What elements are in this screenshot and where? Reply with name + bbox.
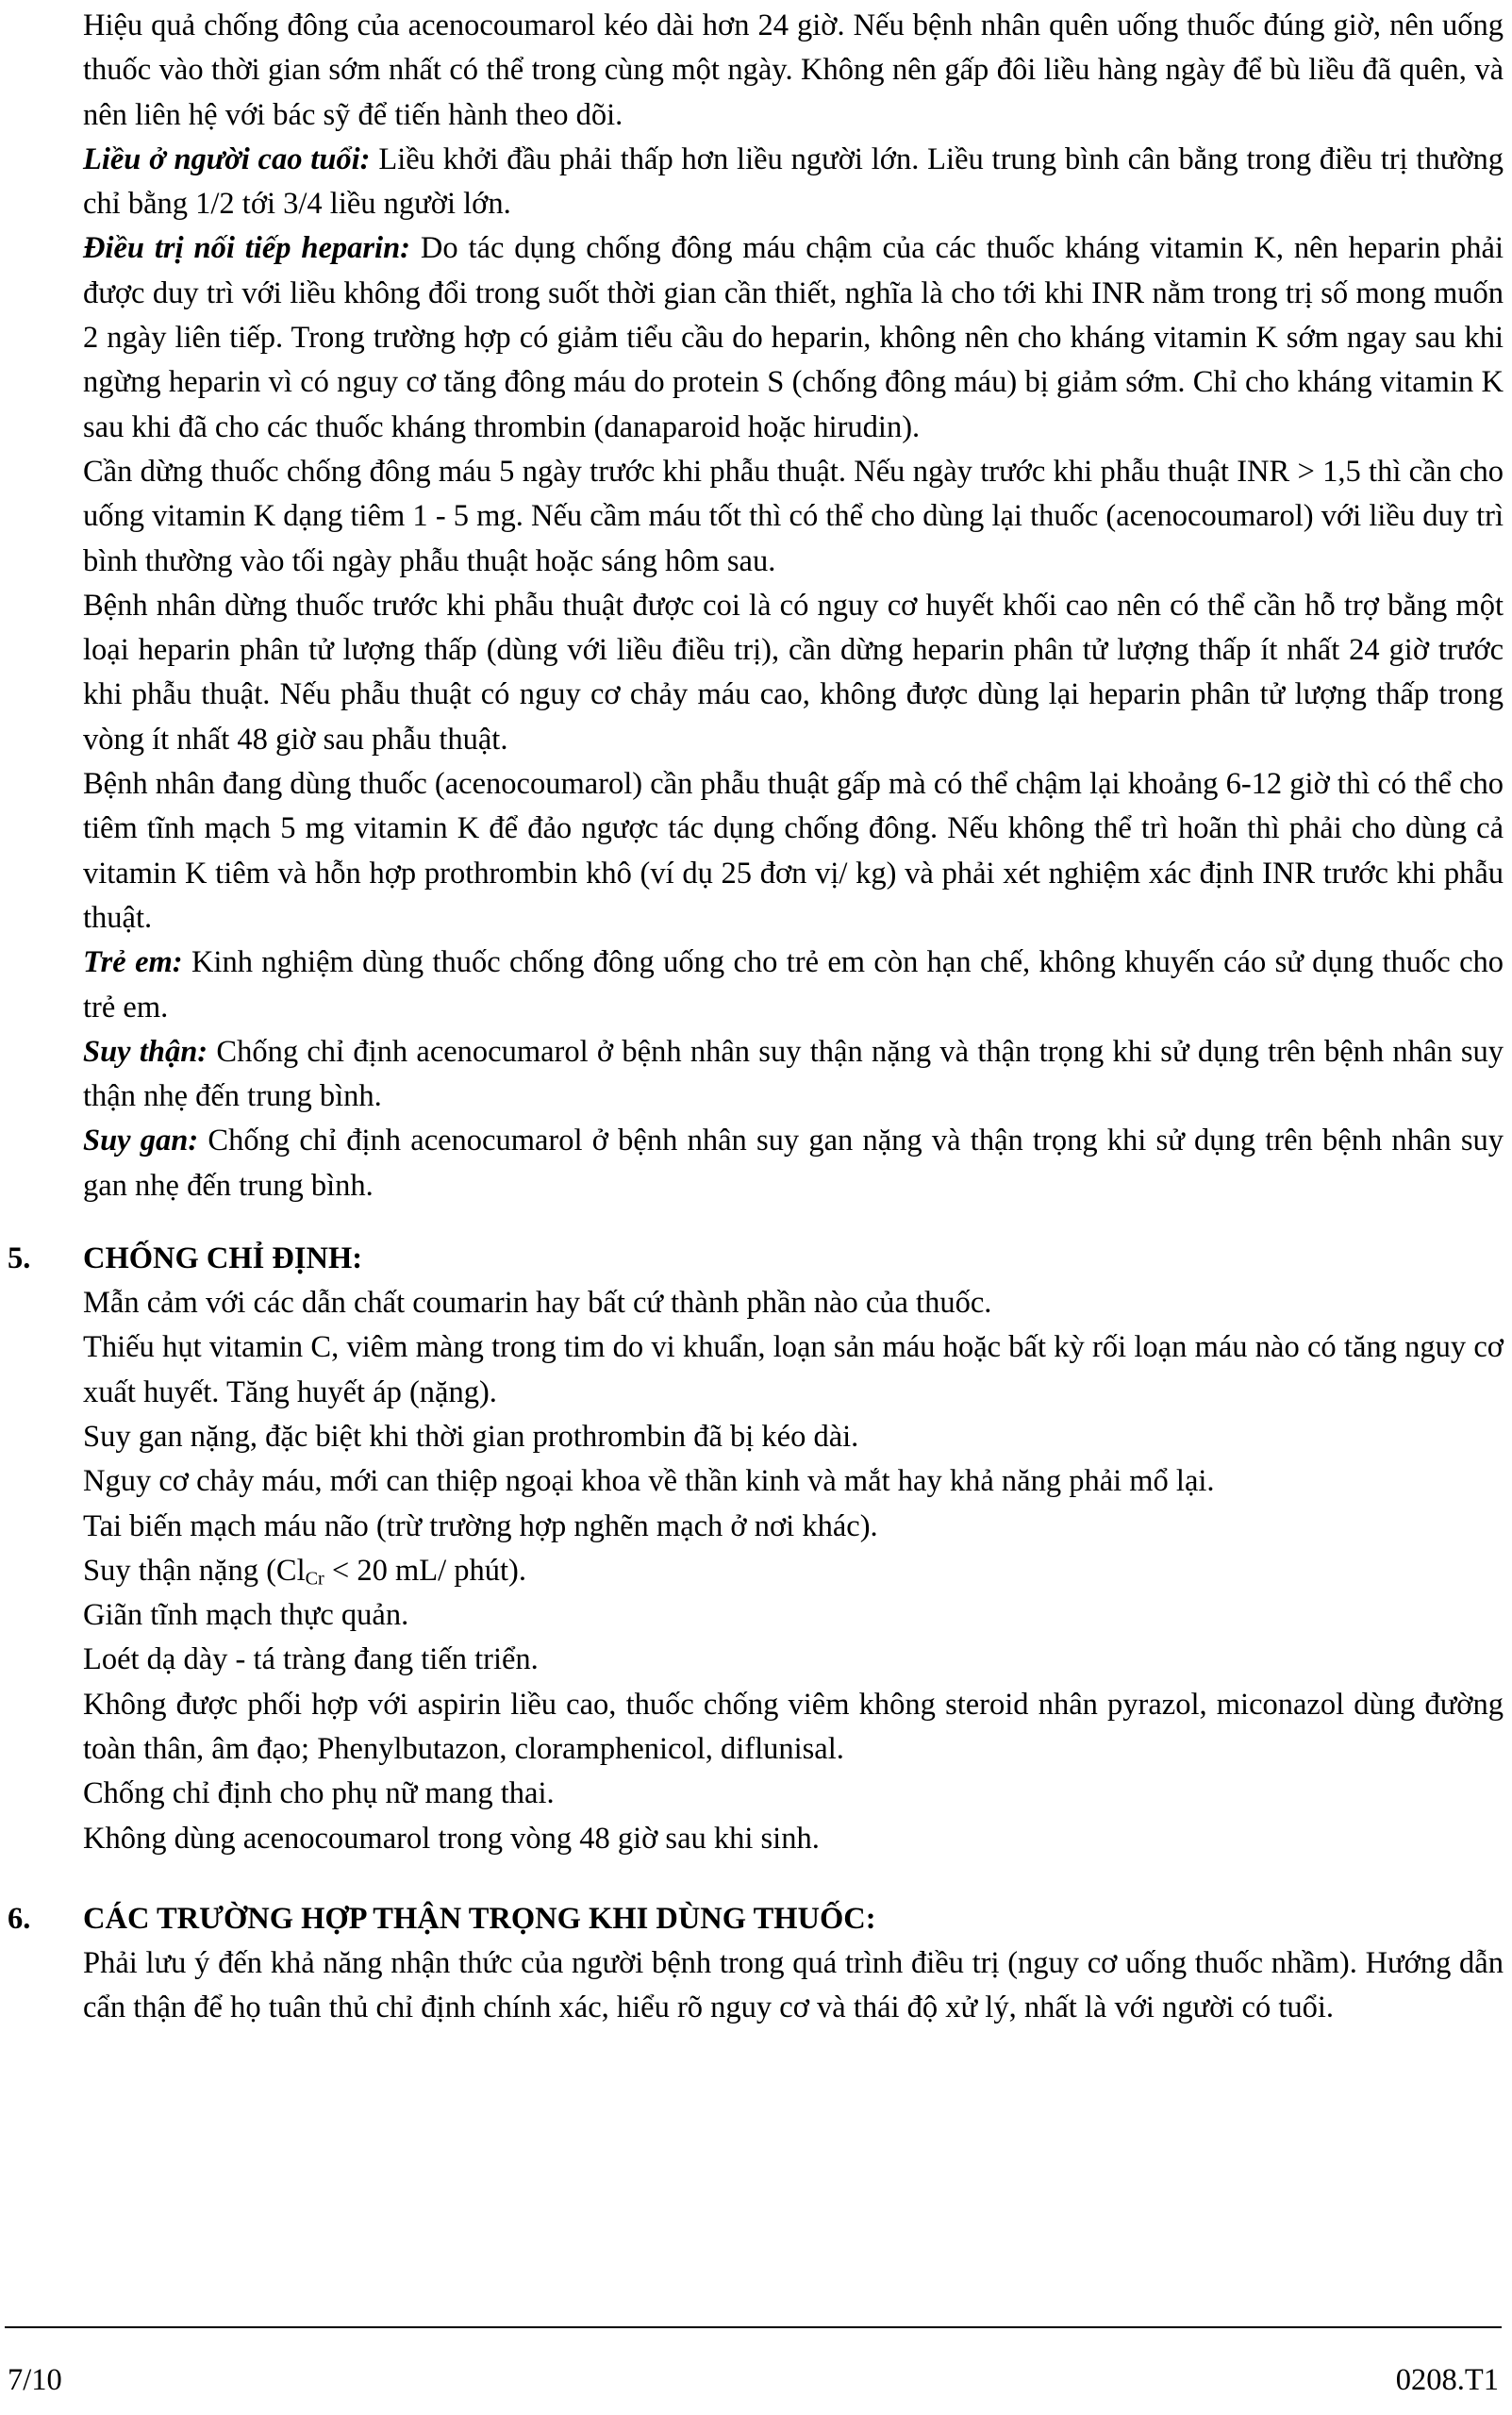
paragraph-urgent-surgery [83,762,1504,941]
paragraph-text: Cần dừng thuốc chống đông máu 5 ngày trước khi phẫu thuật. Nếu ngày trước khi phẫu thuật INR > 1,5 thì cần cho uống vitamin K dạng tiêm 1 - 5 mg. Nếu cầm máu tốt thì có thể cho dùng lại thuốc (acenocoumarol) với liều duy trì bình thường vào tối ngày phẫu thuật hoặc sáng hôm sau. [83,454,1504,578]
contraindication-item: Không dùng acenocoumarol trong vòng 48 giờ sau khi sinh. [83,1821,820,1856]
paragraph-renal-impairment [83,1030,1504,1120]
contraindication-item: Tai biến mạch máu não (trừ trường hợp nghẽn mạch ở nơi khác). [83,1508,878,1543]
section-title: CHỐNG CHỈ ĐỊNH: [83,1241,363,1276]
paragraph-lead-heparin: Điều trị nối tiếp heparin: [83,231,410,266]
section-title: CÁC TRƯỜNG HỢP THẬN TRỌNG KHI DÙNG THUỐC: [83,1901,876,1936]
paragraph-lead-children: Trẻ em: [83,945,183,980]
paragraph-lmwh-bridging [83,584,1504,762]
paragraph-text: Chống chỉ định acenocumarol ở bệnh nhân suy thận nặng và thận trọng khi sử dụng trên bệnh nhân suy thận nhẹ đến trung bình. [83,1034,1504,1114]
paragraph-children [83,941,1504,1030]
section-number: 5. [8,1241,31,1276]
contraindication-item: Giãn tĩnh mạch thực quản. [83,1598,409,1633]
section-heading-precautions [8,1897,1504,1941]
contraindication-item-renal [83,1549,1504,1593]
contraindication-item: Thiếu hụt vitamin C, viêm màng trong tim do vi khuẩn, loạn sản máu hoặc bất kỳ rối loạn máu nào có tăng nguy cơ xuất huyết. Tăng huyết áp (nặng). [83,1330,1504,1409]
contraindication-item: Không được phối hợp với aspirin liều cao, thuốc chống viêm không steroid nhân pyrazol, miconazol dùng đường toàn thân, âm đạo; Phenylbutazon, cloramphenicol, diflunisal. [83,1687,1504,1766]
document-code: 0208.T1 [1395,2363,1499,2397]
page-number: 7/10 [8,2363,62,2397]
contraindication-item: Nguy cơ chảy máu, mới can thiệp ngoại khoa về thần kinh và mắt hay khả năng phải mổ lại. [83,1464,1215,1499]
paragraph-text: Bệnh nhân dừng thuốc trước khi phẫu thuật được coi là có nguy cơ huyết khối cao nên có thể cần hỗ trợ bằng một loại heparin phân tử lượng thấp (dùng với liều điều trị), cần dừng heparin phân tử lượng thấp ít nhất 24 giờ trước khi phẫu thuật. Nếu phẫu thuật có nguy cơ chảy máu cao, không được dùng lại heparin phân tử lượng thấp trong vòng ít nhất 48 giờ sau phẫu thuật. [83,588,1504,757]
paragraph-text: Hiệu quả chống đông của acenocoumarol kéo dài hơn 24 giờ. Nếu bệnh nhân quên uống thuốc đúng giờ, nên uống thuốc vào thời gian sớm nhất có thể trong cùng một ngày. Không nên gấp đôi liều hàng ngày để bù liều đã quên, và nên liên hệ với bác sỹ để tiến hành theo dõi. [83,8,1504,132]
paragraph-elderly-dose [83,138,1504,227]
renal-text-before: Suy thận nặng (Cl [83,1553,306,1588]
paragraph-text: Chống chỉ định acenocumarol ở bệnh nhân suy gan nặng và thận trọng khi sử dụng trên bệnh nhân suy gan nhẹ đến trung bình. [83,1124,1504,1203]
renal-subscript: Cr [305,1568,324,1590]
contraindication-item: Mẫn cảm với các dẫn chất coumarin hay bất cứ thành phần nào của thuốc. [83,1286,992,1321]
footer-divider [5,2326,1502,2328]
paragraph-precautions: Phải lưu ý đến khả năng nhận thức của người bệnh trong quá trình điều trị (nguy cơ uống thuốc nhầm). Hướng dẫn cẩn thận để họ tuân thủ chỉ định chính xác, hiểu rõ nguy cơ và thái độ xử lý, nhất là với người có tuổi. [83,1945,1504,2025]
page-content [8,4,1504,2030]
section-number: 6. [8,1901,31,1936]
contraindication-item: Chống chỉ định cho phụ nữ mang thai. [83,1776,555,1811]
paragraph-heparin-transition [83,226,1504,449]
paragraph-text: Liều khởi đầu phải thấp hơn liều người lớn. Liều trung bình cân bằng trong điều trị thường chỉ bằng 1/2 tới 3/4 liều người lớn. [83,142,1504,222]
contraindication-item: Loét dạ dày - tá tràng đang tiến triển. [83,1642,539,1677]
contraindication-item: Suy gan nặng, đặc biệt khi thời gian prothrombin đã bị kéo dài. [83,1419,859,1454]
paragraph-lead-hepatic: Suy gan: [83,1124,199,1158]
paragraph-text: Kinh nghiệm dùng thuốc chống đông uống cho trẻ em còn hạn chế, không khuyến cáo sử dụng thuốc cho trẻ em. [83,945,1504,1024]
paragraph-lead-renal: Suy thận: [83,1034,208,1069]
paragraph-stop-before-surgery [83,450,1504,584]
paragraph-hepatic-impairment [83,1119,1504,1208]
paragraph-text: Do tác dụng chống đông máu chậm của các thuốc kháng vitamin K, nên heparin phải được duy trì với liều không đổi trong suốt thời gian cần thiết, nghĩa là cho tới khi INR nằm trong trị số mong muốn 2 ngày liên tiếp. Trong trường hợp có giảm tiểu cầu do heparin, không nên cho kháng vitamin K sớm ngay sau khi ngừng heparin vì có nguy cơ tăng đông máu do protein S (chống đông máu) bị giảm sớm. Chỉ cho kháng vitamin K sau khi đã cho các thuốc kháng thrombin (danaparoid hoặc hirudin). [83,231,1504,444]
paragraph-text: Bệnh nhân đang dùng thuốc (acenocoumarol) cần phẫu thuật gấp mà có thể chậm lại khoảng 6-12 giờ thì có thể cho tiêm tĩnh mạch 5 mg vitamin K để đảo ngược tác dụng chống đông. Nếu không thể trì hoãn thì phải cho dùng cả vitamin K tiêm và hỗn hợp prothrombin khô (ví dụ 25 đơn vị/ kg) và phải xét nghiệm xác định INR trước khi phẫu thuật. [83,767,1504,935]
section-heading-contraindications [8,1237,1504,1281]
paragraph-missed-dose [83,4,1504,138]
paragraph-lead-elderly: Liều ở người cao tuổi: [83,142,371,176]
renal-text-after: < 20 mL/ phút). [324,1553,526,1588]
